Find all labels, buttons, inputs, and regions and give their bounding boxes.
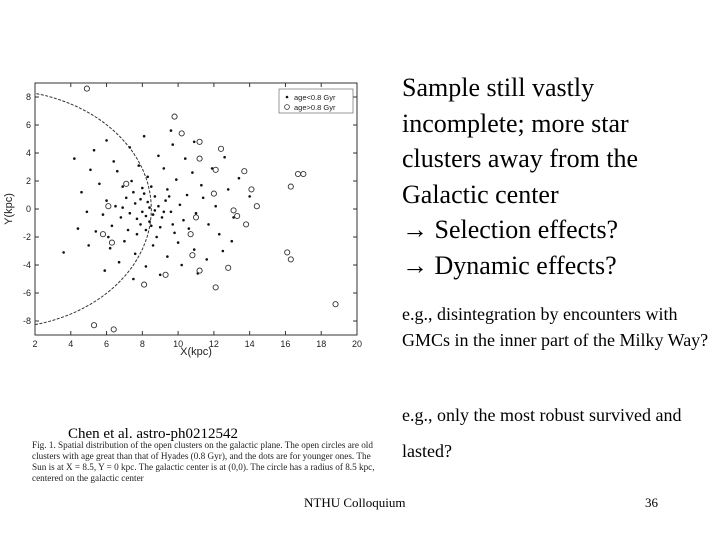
y-tick-label: 2 (25, 176, 31, 186)
young-cluster-dot (161, 216, 164, 219)
x-tick-label: 10 (173, 339, 184, 349)
young-cluster-dot (222, 250, 225, 253)
x-tick-label: 14 (244, 339, 255, 349)
young-cluster-dot (129, 212, 132, 215)
young-cluster-dot (143, 192, 146, 195)
young-cluster-dot (62, 251, 65, 254)
old-cluster-circle (242, 169, 247, 174)
old-cluster-circle (235, 213, 240, 218)
young-cluster-dot (170, 211, 173, 214)
young-cluster-dot (109, 247, 112, 250)
young-cluster-dot (166, 255, 169, 258)
young-cluster-dot (152, 213, 155, 216)
young-cluster-dot (168, 195, 171, 198)
headline-line: clusters away from the (402, 144, 639, 173)
young-cluster-dot (125, 197, 128, 200)
x-tick-label: 20 (351, 339, 363, 349)
young-cluster-dot (159, 274, 162, 277)
x-tick-label: 2 (32, 339, 38, 349)
y-tick-label: -4 (22, 260, 31, 270)
old-cluster-circle (111, 327, 116, 332)
young-cluster-dot (154, 209, 157, 212)
young-cluster-dot (170, 129, 173, 132)
young-cluster-dot (152, 244, 155, 247)
young-cluster-dot (148, 220, 151, 223)
young-cluster-dot (73, 157, 76, 160)
old-cluster-circle (213, 285, 218, 290)
x-tick-label: 12 (208, 339, 219, 349)
old-cluster-circle (288, 184, 293, 189)
old-cluster-circle (213, 167, 218, 172)
old-cluster-circle (288, 257, 293, 262)
legend-entry: age>0.8 Gyr (294, 103, 336, 112)
young-cluster-dot (171, 143, 174, 146)
y-tick-label: 0 (25, 204, 31, 214)
young-cluster-dot (123, 240, 126, 243)
young-cluster-dot (141, 187, 144, 190)
y-tick-label: -2 (22, 232, 31, 242)
x-tick-label: 8 (139, 339, 145, 349)
y-tick-label: 4 (25, 148, 31, 158)
young-cluster-dot (230, 240, 233, 243)
headline-line-arrow: → Selection effects? (402, 215, 619, 244)
young-cluster-dot (195, 212, 198, 215)
young-cluster-dot (93, 149, 96, 152)
old-cluster-circle (124, 181, 129, 186)
young-cluster-dot (145, 229, 148, 232)
young-cluster-dot (163, 211, 166, 214)
old-cluster-circle (84, 86, 89, 91)
young-cluster-dot (173, 232, 176, 235)
young-cluster-dot (139, 223, 142, 226)
footer-title: NTHU Colloquium (304, 495, 406, 510)
old-cluster-circle (218, 146, 223, 151)
y-axis-label: Y(kpc) (3, 193, 15, 225)
old-cluster-circle (285, 250, 290, 255)
young-cluster-dot (134, 253, 137, 256)
young-cluster-dot (227, 188, 230, 191)
young-cluster-dot (202, 197, 205, 200)
young-cluster-dot (150, 225, 153, 228)
young-cluster-dot (137, 164, 140, 167)
young-cluster-dot (105, 139, 108, 142)
young-cluster-dot (107, 236, 110, 239)
young-cluster-dot (95, 230, 98, 233)
young-cluster-dot (111, 225, 114, 228)
old-cluster-circle (249, 187, 254, 192)
young-cluster-dot (157, 155, 160, 158)
old-cluster-circle (231, 208, 236, 213)
figure-caption: Fig. 1. Spatial distribution of the open clusters on the galactic plane. The open circles are old clusters with age great than that of Hyades (0.8 Gyr), and the dots are for younger ones. The Sun is at X = 8.5, Y = 0 kpc. The galactic center is at (0,0). The circle has a radius of 8.5 kpc, centered on the galactic center (32, 440, 375, 483)
young-cluster-dot (132, 191, 135, 194)
x-axis-label: X(kpc) (180, 346, 212, 358)
young-cluster-dot (130, 180, 133, 183)
old-cluster-circle (254, 204, 259, 209)
old-cluster-circle (142, 282, 147, 287)
page-number: 36 (645, 495, 658, 510)
old-cluster-circle (91, 323, 96, 328)
young-cluster-dot (121, 206, 124, 209)
young-cluster-dot (163, 167, 166, 170)
young-cluster-dot (180, 264, 183, 267)
headline-line-arrow: → Dynamic effects? (402, 250, 617, 280)
old-cluster-circle (193, 215, 198, 220)
young-cluster-dot (207, 223, 210, 226)
young-cluster-dot (141, 211, 144, 214)
x-tick-label: 18 (316, 339, 327, 349)
young-cluster-dot (136, 218, 139, 221)
young-cluster-dot (114, 205, 117, 208)
note-robust-survival: e.g., only the most robust survived and lasted? (402, 405, 682, 461)
young-cluster-dot (98, 183, 101, 186)
young-cluster-dot (171, 223, 174, 226)
y-tick-label: -8 (22, 316, 31, 326)
young-cluster-dot (105, 199, 108, 202)
scatter-plot (0, 70, 380, 370)
plot-frame (35, 83, 357, 335)
young-cluster-dot (127, 229, 130, 232)
old-cluster-circle (100, 232, 105, 237)
old-cluster-circle (163, 272, 168, 277)
young-cluster-dot (87, 244, 90, 247)
young-cluster-dot (103, 269, 106, 272)
young-cluster-dot (186, 194, 189, 197)
old-cluster-circle (197, 139, 202, 144)
young-cluster-dot (148, 206, 151, 209)
young-cluster-dot (143, 135, 146, 138)
young-cluster-dot (80, 191, 83, 194)
young-cluster-dot (146, 176, 149, 179)
young-cluster-dot (223, 156, 226, 159)
slide-headline (402, 70, 714, 283)
young-cluster-dot (136, 233, 139, 236)
young-cluster-dot (86, 211, 89, 214)
young-cluster-dot (134, 202, 137, 205)
young-cluster-dot (200, 184, 203, 187)
old-cluster-circle (295, 171, 300, 176)
young-cluster-dot (89, 169, 92, 172)
young-cluster-dot (129, 146, 132, 149)
young-cluster-dot (77, 227, 80, 230)
young-cluster-dot (175, 178, 178, 181)
young-cluster-dot (164, 199, 167, 202)
young-cluster-dot (184, 157, 187, 160)
young-cluster-dot (154, 195, 157, 198)
young-cluster-dot (218, 233, 221, 236)
young-cluster-dot (118, 261, 121, 264)
note-disintegration: e.g., disintegration by encounters with GMCs in the inner part of the Milky Way? (402, 304, 709, 350)
young-cluster-dot (157, 205, 160, 208)
young-cluster-dot (188, 227, 191, 230)
young-cluster-dot (191, 171, 194, 174)
old-cluster-circle (301, 171, 306, 176)
y-tick-label: -6 (22, 288, 31, 298)
old-cluster-circle (190, 253, 195, 258)
young-cluster-dot (205, 258, 208, 261)
x-tick-label: 16 (280, 339, 291, 349)
young-cluster-dot (120, 216, 123, 219)
old-cluster-circle (106, 204, 111, 209)
old-cluster-circle (211, 191, 216, 196)
young-cluster-dot (155, 236, 158, 239)
x-tick-label: 4 (68, 339, 74, 349)
y-tick-label: 6 (25, 120, 31, 130)
young-cluster-dot (166, 188, 169, 191)
young-cluster-dot (112, 160, 115, 163)
old-cluster-circle (243, 222, 248, 227)
young-cluster-dot (132, 278, 135, 281)
young-cluster-dot (248, 195, 251, 198)
x-tick-label: 6 (104, 339, 110, 349)
young-cluster-dot (193, 248, 196, 251)
young-cluster-dot (145, 265, 148, 268)
old-cluster-circle (197, 156, 202, 161)
legend-dot-marker (286, 96, 289, 99)
old-cluster-circle (226, 265, 231, 270)
headline-line: Sample still vastly (402, 73, 595, 102)
old-cluster-circle (109, 240, 114, 245)
young-cluster-dot (193, 141, 196, 144)
young-cluster-dot (150, 185, 153, 188)
young-cluster-dot (177, 241, 180, 244)
old-cluster-circle (172, 114, 177, 119)
citation-credit: Chen et al. astro-ph0212542 (68, 426, 238, 442)
young-cluster-dot (146, 201, 149, 204)
young-cluster-dot (121, 185, 124, 188)
legend-entry: age<0.8 Gyr (294, 93, 336, 102)
old-cluster-circle (197, 268, 202, 273)
young-cluster-dot (139, 198, 142, 201)
young-cluster-dot (182, 219, 185, 222)
young-cluster-dot (214, 205, 217, 208)
headline-line: incomplete; more star (402, 108, 629, 138)
young-cluster-dot (159, 226, 162, 229)
headline-line: Galactic center (402, 179, 559, 209)
old-cluster-circle (188, 232, 193, 237)
young-cluster-dot (179, 204, 182, 207)
young-cluster-dot (102, 213, 105, 216)
young-cluster-dot (238, 177, 241, 180)
y-tick-label: 8 (25, 92, 31, 102)
young-cluster-dot (145, 215, 148, 218)
old-cluster-circle (333, 302, 338, 307)
old-cluster-circle (179, 131, 184, 136)
young-cluster-dot (116, 170, 119, 173)
